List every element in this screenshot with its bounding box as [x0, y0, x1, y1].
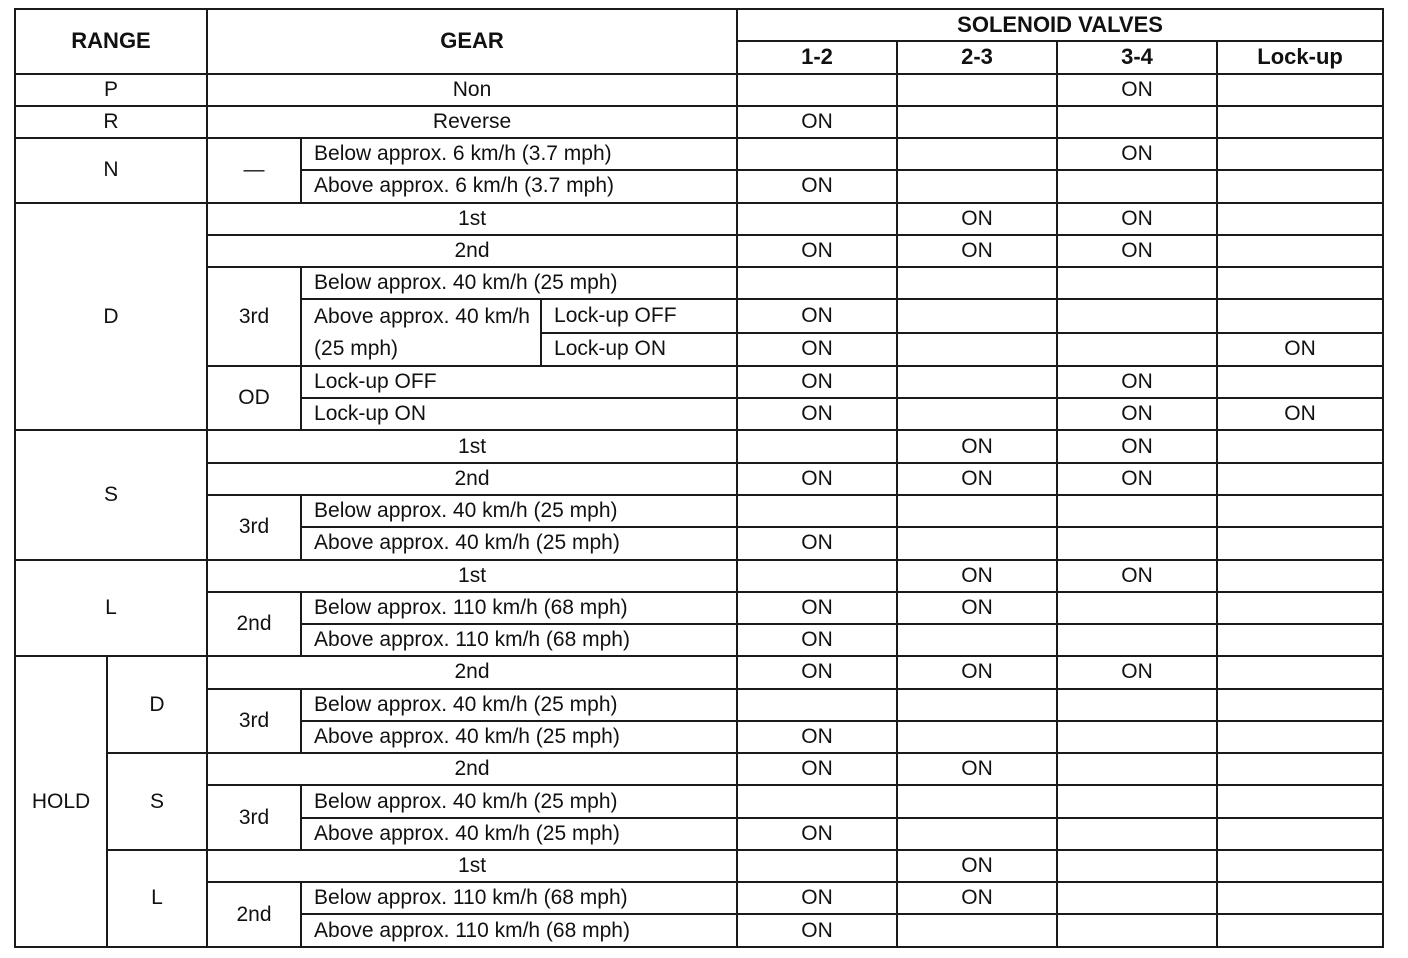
gear-group-cell: 2nd	[207, 882, 301, 947]
sub-range-cell: S	[107, 753, 207, 850]
solenoid-valve-table	[14, 8, 1384, 948]
table-row	[15, 267, 1383, 299]
header-valve-3-4: 3-4	[1057, 41, 1217, 73]
valve-1-2-cell: ON	[737, 882, 897, 914]
valve-lock-up-cell	[1217, 235, 1383, 267]
range-cell: HOLD	[15, 656, 107, 947]
valve-lock-up-cell	[1217, 138, 1383, 170]
valve-2-3-cell: ON	[897, 850, 1057, 882]
valve-lock-up-cell	[1217, 592, 1383, 624]
valve-2-3-cell: ON	[897, 656, 1057, 688]
gear-cell: Lock-up OFF	[301, 366, 737, 398]
valve-lock-up-cell	[1217, 850, 1383, 882]
valve-2-3-cell	[897, 333, 1057, 366]
valve-lock-up-cell	[1217, 267, 1383, 299]
table-row	[15, 203, 1383, 235]
range-cell: R	[15, 106, 207, 138]
header-solenoid-valves: SOLENOID VALVES	[737, 9, 1383, 41]
valve-3-4-cell	[1057, 299, 1217, 332]
valve-1-2-cell: ON	[737, 527, 897, 559]
valve-2-3-cell	[897, 106, 1057, 138]
valve-2-3-cell	[897, 74, 1057, 106]
valve-3-4-cell: ON	[1057, 656, 1217, 688]
valve-3-4-cell	[1057, 267, 1217, 299]
valve-2-3-cell: ON	[897, 203, 1057, 235]
table-row	[15, 560, 1383, 592]
valve-3-4-cell: ON	[1057, 560, 1217, 592]
header-gear: GEAR	[207, 9, 737, 74]
valve-3-4-cell: ON	[1057, 138, 1217, 170]
table-row	[15, 366, 1383, 398]
valve-3-4-cell	[1057, 624, 1217, 656]
gear-cell: Above approx. 40 km/h (25 mph)	[301, 527, 737, 559]
valve-3-4-cell	[1057, 527, 1217, 559]
valve-3-4-cell	[1057, 333, 1217, 366]
range-cell: P	[15, 74, 207, 106]
valve-lock-up-cell	[1217, 689, 1383, 721]
valve-2-3-cell	[897, 818, 1057, 850]
table-row	[15, 850, 1383, 882]
condition-cell: Above approx. 40 km/h (25 mph)	[301, 299, 541, 366]
valve-1-2-cell: ON	[737, 106, 897, 138]
valve-3-4-cell: ON	[1057, 398, 1217, 430]
gear-cell: Reverse	[207, 106, 737, 138]
gear-cell: Above approx. 40 km/h (25 mph)	[301, 721, 737, 753]
valve-1-2-cell: ON	[737, 753, 897, 785]
valve-3-4-cell	[1057, 495, 1217, 527]
gear-cell: Lock-up ON	[301, 398, 737, 430]
valve-lock-up-cell	[1217, 882, 1383, 914]
valve-2-3-cell	[897, 785, 1057, 817]
valve-2-3-cell	[897, 170, 1057, 202]
table-row	[15, 138, 1383, 170]
valve-3-4-cell	[1057, 882, 1217, 914]
valve-1-2-cell	[737, 267, 897, 299]
gear-cell: 1st	[207, 560, 737, 592]
table-row	[15, 656, 1383, 688]
table-row	[15, 235, 1383, 267]
gear-cell: 1st	[207, 430, 737, 462]
valve-3-4-cell: ON	[1057, 74, 1217, 106]
valve-2-3-cell: ON	[897, 753, 1057, 785]
gear-cell: 2nd	[207, 463, 737, 495]
valve-1-2-cell	[737, 850, 897, 882]
gear-group-cell: —	[207, 138, 301, 203]
valve-lock-up-cell	[1217, 430, 1383, 462]
gear-cell: Above approx. 110 km/h (68 mph)	[301, 914, 737, 947]
valve-1-2-cell	[737, 138, 897, 170]
gear-cell: 1st	[207, 850, 737, 882]
table-row	[15, 785, 1383, 817]
valve-1-2-cell: ON	[737, 398, 897, 430]
gear-group-cell: 3rd	[207, 267, 301, 366]
valve-3-4-cell: ON	[1057, 366, 1217, 398]
valve-lock-up-cell	[1217, 914, 1383, 947]
gear-cell: 1st	[207, 203, 737, 235]
gear-cell: Below approx. 6 km/h (3.7 mph)	[301, 138, 737, 170]
valve-2-3-cell	[897, 914, 1057, 947]
gear-group-cell: OD	[207, 366, 301, 431]
valve-1-2-cell	[737, 430, 897, 462]
table-row	[15, 74, 1383, 106]
gear-cell: Non	[207, 74, 737, 106]
table-row	[15, 592, 1383, 624]
table-row	[15, 882, 1383, 914]
gear-cell: Below approx. 40 km/h (25 mph)	[301, 267, 737, 299]
valve-1-2-cell: ON	[737, 366, 897, 398]
valve-2-3-cell	[897, 721, 1057, 753]
valve-3-4-cell: ON	[1057, 203, 1217, 235]
valve-2-3-cell: ON	[897, 430, 1057, 462]
valve-3-4-cell	[1057, 785, 1217, 817]
valve-3-4-cell: ON	[1057, 430, 1217, 462]
gear-cell: Below approx. 40 km/h (25 mph)	[301, 785, 737, 817]
table-row	[15, 689, 1383, 721]
valve-lock-up-cell	[1217, 366, 1383, 398]
valve-lock-up-cell	[1217, 527, 1383, 559]
valve-1-2-cell	[737, 74, 897, 106]
valve-lock-up-cell	[1217, 203, 1383, 235]
table-row	[15, 753, 1383, 785]
valve-lock-up-cell	[1217, 656, 1383, 688]
gear-cell: Below approx. 40 km/h (25 mph)	[301, 689, 737, 721]
table-row	[15, 430, 1383, 462]
valve-3-4-cell	[1057, 170, 1217, 202]
gear-group-cell: 3rd	[207, 495, 301, 560]
gear-cell: 2nd	[207, 753, 737, 785]
valve-1-2-cell: ON	[737, 235, 897, 267]
valve-3-4-cell	[1057, 850, 1217, 882]
valve-1-2-cell: ON	[737, 656, 897, 688]
valve-3-4-cell	[1057, 689, 1217, 721]
sub-range-cell: L	[107, 850, 207, 947]
valve-2-3-cell: ON	[897, 560, 1057, 592]
valve-2-3-cell	[897, 398, 1057, 430]
gear-cell: 2nd	[207, 235, 737, 267]
header-valve-2-3: 2-3	[897, 41, 1057, 73]
valve-1-2-cell	[737, 560, 897, 592]
valve-2-3-cell: ON	[897, 882, 1057, 914]
valve-1-2-cell: ON	[737, 818, 897, 850]
valve-2-3-cell	[897, 299, 1057, 332]
gear-group-cell: 2nd	[207, 592, 301, 657]
gear-cell: 2nd	[207, 656, 737, 688]
valve-lock-up-cell	[1217, 721, 1383, 753]
gear-cell: Below approx. 40 km/h (25 mph)	[301, 495, 737, 527]
valve-1-2-cell	[737, 203, 897, 235]
valve-1-2-cell: ON	[737, 592, 897, 624]
valve-lock-up-cell: ON	[1217, 398, 1383, 430]
valve-lock-up-cell	[1217, 624, 1383, 656]
valve-3-4-cell: ON	[1057, 235, 1217, 267]
valve-2-3-cell	[897, 366, 1057, 398]
gear-cell: Below approx. 110 km/h (68 mph)	[301, 592, 737, 624]
valve-3-4-cell	[1057, 721, 1217, 753]
valve-1-2-cell	[737, 495, 897, 527]
valve-2-3-cell	[897, 138, 1057, 170]
range-cell: D	[15, 203, 207, 431]
header-valve-lock-up: Lock-up	[1217, 41, 1383, 73]
valve-2-3-cell	[897, 527, 1057, 559]
valve-lock-up-cell	[1217, 785, 1383, 817]
table-row	[15, 463, 1383, 495]
valve-2-3-cell	[897, 689, 1057, 721]
valve-1-2-cell: ON	[737, 299, 897, 332]
table-row	[15, 495, 1383, 527]
gear-cell: Below approx. 110 km/h (68 mph)	[301, 882, 737, 914]
valve-2-3-cell: ON	[897, 463, 1057, 495]
valve-1-2-cell	[737, 689, 897, 721]
valve-3-4-cell	[1057, 818, 1217, 850]
valve-1-2-cell	[737, 785, 897, 817]
valve-1-2-cell: ON	[737, 624, 897, 656]
valve-1-2-cell: ON	[737, 914, 897, 947]
header-valve-1-2: 1-2	[737, 41, 897, 73]
range-cell: S	[15, 430, 207, 559]
valve-lock-up-cell	[1217, 170, 1383, 202]
sub-range-cell: D	[107, 656, 207, 753]
valve-3-4-cell	[1057, 914, 1217, 947]
valve-3-4-cell	[1057, 106, 1217, 138]
valve-lock-up-cell	[1217, 299, 1383, 332]
valve-3-4-cell	[1057, 753, 1217, 785]
valve-lock-up-cell	[1217, 753, 1383, 785]
range-cell: N	[15, 138, 207, 203]
gear-cell: Above approx. 110 km/h (68 mph)	[301, 624, 737, 656]
gear-cell: Above approx. 6 km/h (3.7 mph)	[301, 170, 737, 202]
valve-3-4-cell: ON	[1057, 463, 1217, 495]
valve-1-2-cell: ON	[737, 721, 897, 753]
valve-2-3-cell	[897, 267, 1057, 299]
valve-lock-up-cell	[1217, 74, 1383, 106]
valve-3-4-cell	[1057, 592, 1217, 624]
valve-1-2-cell: ON	[737, 333, 897, 366]
gear-cell: Above approx. 40 km/h (25 mph)	[301, 818, 737, 850]
valve-2-3-cell: ON	[897, 592, 1057, 624]
valve-lock-up-cell	[1217, 495, 1383, 527]
range-cell: L	[15, 560, 207, 657]
table-body	[15, 9, 1383, 947]
valve-lock-up-cell: ON	[1217, 333, 1383, 366]
header-row	[15, 9, 1383, 41]
gear-cell: Lock-up ON	[541, 333, 737, 366]
header-range: RANGE	[15, 9, 207, 74]
valve-2-3-cell: ON	[897, 235, 1057, 267]
valve-lock-up-cell	[1217, 560, 1383, 592]
valve-lock-up-cell	[1217, 818, 1383, 850]
table-row	[15, 106, 1383, 138]
gear-group-cell: 3rd	[207, 785, 301, 850]
valve-1-2-cell: ON	[737, 463, 897, 495]
gear-group-cell: 3rd	[207, 689, 301, 754]
valve-2-3-cell	[897, 495, 1057, 527]
valve-2-3-cell	[897, 624, 1057, 656]
valve-lock-up-cell	[1217, 106, 1383, 138]
valve-1-2-cell: ON	[737, 170, 897, 202]
valve-lock-up-cell	[1217, 463, 1383, 495]
gear-cell: Lock-up OFF	[541, 299, 737, 332]
